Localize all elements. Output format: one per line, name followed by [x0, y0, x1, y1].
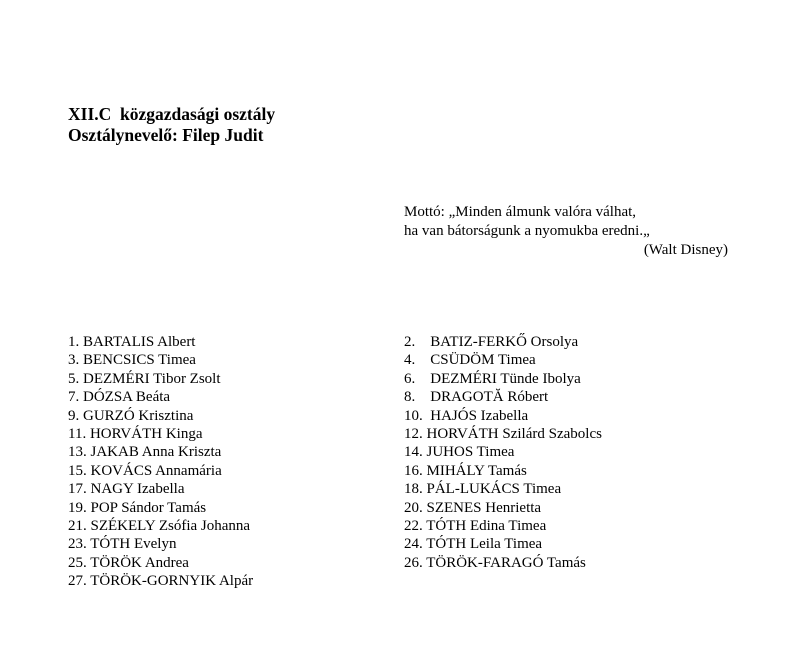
motto-block: [404, 203, 734, 260]
student-item: 7. DÓZSA Beáta: [68, 389, 171, 406]
motto-line-1: Mottó: „Minden álmunk valóra válhat,: [404, 204, 637, 220]
student-item: 11. HORVÁTH Kinga: [68, 426, 203, 443]
student-item: 10. HAJÓS Izabella: [404, 407, 529, 424]
student-item: 5. DEZMÉRI Tibor Zsolt: [68, 370, 221, 387]
student-item: 20. SZENES Henrietta: [404, 499, 542, 516]
student-item: 18. PÁL-LUKÁCS Timea: [404, 481, 562, 498]
student-item: 22. TÓTH Edina Timea: [404, 518, 547, 535]
student-item: 24. TÓTH Leila Timea: [404, 536, 543, 553]
student-item: 13. JAKAB Anna Kriszta: [68, 444, 222, 461]
student-item: 2. BATIZ-FERKŐ Orsolya: [404, 334, 579, 350]
student-item: 25. TÖRÖK Andrea: [68, 554, 189, 571]
student-item: 9. GURZÓ Krisztina: [68, 407, 194, 424]
class-title: XII.C közgazdasági osztály: [68, 104, 276, 124]
class-header: [68, 104, 275, 146]
student-item: 6. DEZMÉRI Tünde Ibolya: [404, 370, 581, 387]
student-item: 26. TÖRÖK-FARAGÓ Tamás: [404, 554, 586, 571]
student-item: 12. HORVÁTH Szilárd Szabolcs: [404, 426, 602, 443]
student-item: 21. SZÉKELY Zsófia Johanna: [68, 518, 251, 535]
student-item: 4. CSÜDÖM Timea: [404, 352, 536, 369]
student-item: 23. TÓTH Evelyn: [68, 536, 177, 553]
student-list-even: [404, 333, 602, 572]
teacher-line: Osztálynevelő: Filep Judit: [68, 125, 264, 145]
student-item: 3. BENCSICS Timea: [68, 352, 196, 369]
student-item: 8. DRAGOTĂ Róbert: [404, 389, 549, 406]
student-item: 15. KOVÁCS Annamária: [68, 462, 222, 479]
student-item: 17. NAGY Izabella: [68, 481, 185, 498]
student-item: 14. JUHOS Timea: [404, 444, 515, 461]
student-list-odd: [68, 333, 253, 591]
student-item: 16. MIHÁLY Tamás: [404, 462, 527, 479]
motto-line-2: ha van bátorságunk a nyomukba eredni.„: [404, 223, 650, 239]
student-item: 1. BARTALIS Albert: [68, 334, 196, 350]
student-item: 27. TÖRÖK-GORNYIK Alpár: [68, 573, 254, 590]
motto-author: (Walt Disney): [643, 242, 728, 258]
student-item: 19. POP Sándor Tamás: [68, 499, 207, 516]
